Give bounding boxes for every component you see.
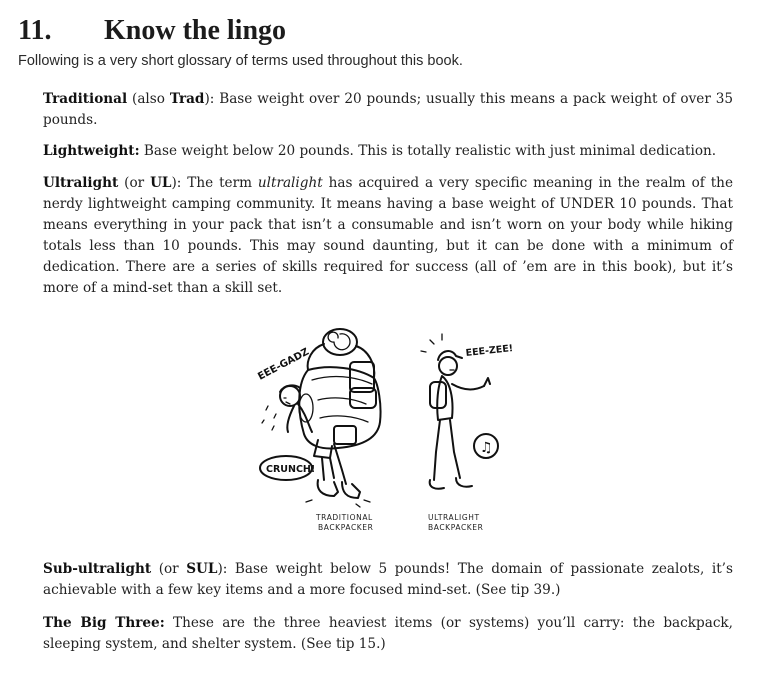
definition-end: .): [376, 636, 386, 652]
glossary-entry-traditional: [43, 89, 733, 131]
caption-traditional-line2: BACKPACKER: [318, 523, 374, 532]
definition-ultralight-italic: ultralight: [257, 175, 323, 191]
definition-ultralight-rest: has acquired a very specific meaning in the realm of the nerdy lightweight camping community. It means having a base weight of UNDER 10 pounds. That means everything in your pack that isn’t a consumable and isn’t worn on your body while hiking totals less than 10 pounds. This may sound daunting, but it can be done with a minimum of dedication. There are a series of skills required for success (all of ’em are in this book), but it’s more of a mind-set than a skill set.: [43, 175, 733, 296]
tip-39-link[interactable]: tip 39: [510, 582, 551, 598]
term-big-three: The Big Three:: [43, 615, 165, 631]
glossary-entry-sub-ultralight: [43, 559, 733, 601]
intro-text: Following is a very short glossary of terms used throughout this book.: [18, 53, 463, 69]
definition-end: .): [550, 582, 561, 598]
alias-prefix: (or: [118, 175, 151, 191]
caption-ultralight-line1: ULTRALIGHT: [428, 513, 480, 522]
glossary-entry-lightweight: [43, 141, 733, 162]
term-lightweight: Lightweight:: [43, 143, 140, 159]
alias-suffix: ):: [217, 561, 235, 577]
alias-suffix: ):: [204, 91, 220, 107]
motion-lines: [421, 334, 442, 352]
alias-prefix: (also: [127, 91, 170, 107]
glossary-entry-ultralight: [43, 173, 733, 299]
term-ultralight: Ultralight: [43, 175, 119, 191]
definition-traditional: Base weight over 20 pounds; usually this means a pack weight of over 35 pounds.: [43, 91, 733, 128]
traditional-sound: CRUNCH!: [266, 464, 316, 475]
section-heading: [18, 14, 286, 48]
backpacker-illustration: [238, 322, 548, 544]
caption-ultralight-line2: BACKPACKER: [428, 523, 484, 532]
section-number: 11.: [18, 15, 52, 46]
definition-lightweight: Base weight below 20 pounds. This is totally realistic with just minimal dedication.: [139, 143, 717, 159]
alias-prefix: (or: [151, 561, 187, 577]
traditional-exclaim: EEE-GADZ: [256, 346, 311, 383]
backpacker-cartoon: [238, 322, 548, 544]
definition-ultralight-start: The term: [187, 175, 258, 191]
section-title: Know the lingo: [104, 15, 287, 46]
tip-15-link[interactable]: tip 15: [335, 636, 377, 652]
term-sub-ultralight: Sub-ultralight: [43, 561, 152, 577]
alias-sul: SUL: [186, 561, 218, 577]
alias-suffix: ):: [171, 175, 188, 191]
glossary-entry-big-three: [43, 613, 733, 655]
definition-sub-ultralight: Base weight below 5 pounds! The domain of passionate zealots, it’s achievable with a few key items and a more focused mind-set. (See: [43, 561, 733, 598]
alias-trad: Trad: [169, 91, 205, 107]
ultralight-music-note: ♫: [480, 440, 493, 456]
term-traditional: Traditional: [43, 91, 128, 107]
alias-ul: UL: [150, 175, 172, 191]
ultralight-exclaim: EEE-ZEE!: [465, 343, 514, 359]
ultralight-backpacker-drawing: [430, 351, 490, 489]
caption-traditional-line1: TRADITIONAL: [316, 513, 373, 522]
definition-big-three: These are the three heaviest items (or systems) you’ll carry: the backpack, sleeping system, and shelter system. (See: [43, 615, 733, 652]
